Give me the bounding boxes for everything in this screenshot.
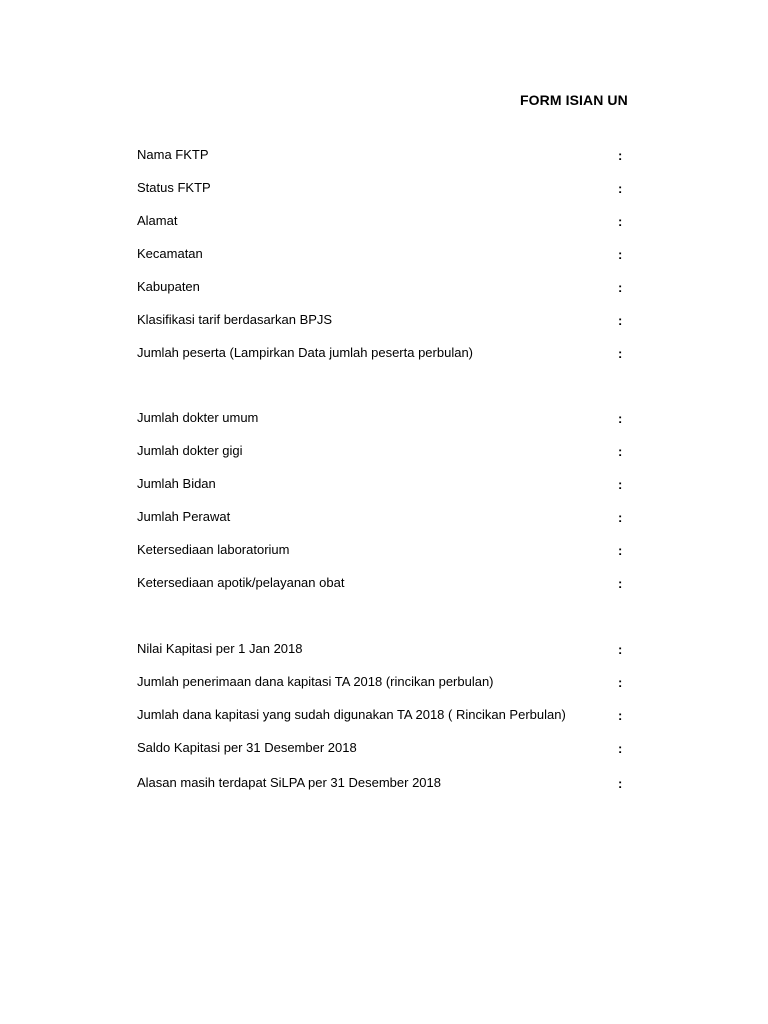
row-colon: : [618, 181, 623, 196]
form-row-status-fktp [137, 180, 637, 200]
form-row-nilai-kapitasi [137, 641, 637, 661]
row-label: Kecamatan [137, 246, 203, 261]
row-label: Ketersediaan laboratorium [137, 542, 290, 557]
form-row-alamat [137, 213, 637, 233]
form-title-container [520, 92, 633, 114]
row-colon: : [618, 214, 623, 229]
form-row-apotik [137, 575, 637, 595]
row-colon: : [618, 510, 623, 525]
row-colon: : [618, 642, 623, 657]
row-label: Klasifikasi tarif berdasarkan BPJS [137, 312, 333, 327]
row-colon: : [618, 411, 623, 426]
row-colon: : [618, 444, 623, 459]
row-label: Jumlah dokter gigi [137, 443, 243, 458]
row-colon: : [618, 280, 623, 295]
form-row-kabupaten [137, 279, 637, 299]
row-label: Kabupaten [137, 279, 200, 294]
row-colon: : [618, 576, 623, 591]
form-row-kecamatan [137, 246, 637, 266]
row-colon: : [618, 675, 623, 690]
row-label: Jumlah peserta (Lampirkan Data jumlah peserta perbulan) [137, 345, 474, 360]
row-colon: : [618, 313, 623, 328]
row-label: Alamat [137, 213, 178, 228]
row-colon: : [618, 708, 623, 723]
form-row-bidan [137, 476, 637, 496]
row-label: Saldo Kapitasi per 31 Desember 2018 [137, 740, 357, 755]
row-colon: : [618, 247, 623, 262]
row-colon: : [618, 543, 623, 558]
form-row-dana-digunakan [137, 707, 637, 727]
form-row-alasan-silpa [137, 775, 637, 795]
row-colon: : [618, 477, 623, 492]
row-label: Ketersediaan apotik/pelayanan obat [137, 575, 345, 590]
row-label: Nilai Kapitasi per 1 Jan 2018 [137, 641, 303, 656]
row-label: Jumlah Perawat [137, 509, 231, 524]
form-row-nama-fktp [137, 147, 637, 167]
row-label: Jumlah penerimaan dana kapitasi TA 2018 (rincikan perbulan) [137, 674, 494, 689]
form-row-klasifikasi-tarif [137, 312, 637, 332]
form-row-dokter-umum [137, 410, 637, 430]
row-label: Jumlah dana kapitasi yang sudah digunakan TA 2018 ( Rincikan Perbulan) [137, 707, 566, 722]
form-row-laboratorium [137, 542, 637, 562]
row-label: Jumlah Bidan [137, 476, 216, 491]
form-row-dokter-gigi [137, 443, 637, 463]
row-label: Status FKTP [137, 180, 211, 195]
form-row-penerimaan-dana [137, 674, 637, 694]
row-colon: : [618, 741, 623, 756]
row-label: Nama FKTP [137, 147, 209, 162]
row-label: Alasan masih terdapat SiLPA per 31 Desember 2018 [137, 775, 441, 790]
form-row-saldo-kapitasi [137, 740, 637, 760]
form-row-perawat [137, 509, 637, 529]
row-colon: : [618, 148, 623, 163]
row-colon: : [618, 776, 623, 791]
row-colon: : [618, 346, 623, 361]
form-title: FORM ISIAN UN [520, 92, 628, 108]
form-row-jumlah-peserta [137, 345, 637, 365]
row-label: Jumlah dokter umum [137, 410, 259, 425]
